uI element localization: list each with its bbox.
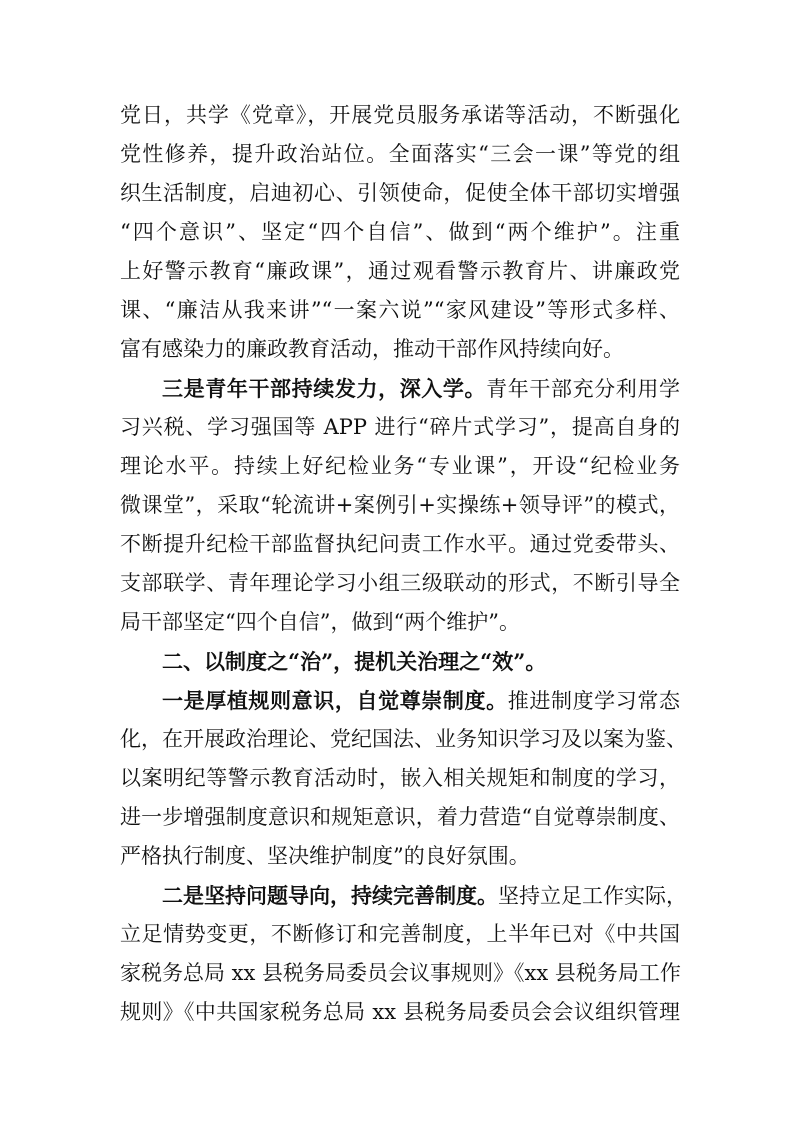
body-text: 党性修养，提升政治站位。全面落实“三会一课”等党的组	[120, 142, 680, 166]
body-text: 微课堂”，采取“轮流讲+案例引+实操练+领导评”的模式，	[120, 493, 680, 517]
body-text: 坚持立足工作实际，	[498, 884, 687, 908]
text-line	[120, 525, 680, 564]
body-text: 局干部坚定“四个自信”，做到“两个维护”。	[120, 610, 520, 634]
text-line	[120, 135, 680, 174]
bold-heading-text: 二、以制度之“治”，提机关治理之“效”。	[162, 649, 547, 674]
text-line	[120, 720, 687, 759]
body-text: 推进制度学习常态	[507, 689, 681, 713]
text-line	[120, 954, 680, 993]
body-text: 富有感染力的廉政教育活动，推动干部作风持续向好。	[120, 337, 624, 361]
text-line	[120, 291, 680, 330]
text-line	[120, 408, 680, 447]
body-text: 化，在开展政治理论、党纪国法、业务知识学习及以案为鉴、	[120, 727, 687, 751]
text-line	[120, 447, 680, 486]
text-line	[120, 759, 680, 798]
text-line	[120, 603, 680, 642]
text-line	[120, 213, 680, 252]
text-line	[120, 642, 680, 681]
body-text: 以案明纪等警示教育活动时，嵌入相关规矩和制度的学习，	[120, 766, 680, 790]
text-line	[120, 174, 680, 213]
body-text: 立足情势变更，不断修订和完善制度，上半年已对《中共国	[120, 922, 680, 946]
body-text: 支部联学、青年理论学习小组三级联动的形式，不断引导全	[120, 571, 680, 595]
body-text: 上好警示教育“廉政课”，通过观看警示教育片、讲廉政党	[120, 259, 680, 283]
text-line	[120, 915, 680, 954]
text-line	[120, 876, 687, 915]
body-text: 规则》《中共国家税务总局 xx 县税务局委员会会议组织管理	[120, 1000, 680, 1024]
body-text: 严格执行制度、坚决维护制度”的良好氛围。	[120, 844, 530, 868]
body-text: 党日，共学《党章》，开展党员服务承诺等活动，不断强化	[120, 103, 680, 127]
text-line	[120, 993, 680, 1032]
body-text: 进一步增强制度意识和规矩意识，着力营造“自觉尊崇制度、	[120, 805, 680, 829]
text-line	[120, 681, 680, 720]
text-line	[120, 252, 680, 291]
text-line	[120, 837, 680, 876]
text-line	[120, 564, 680, 603]
body-text: 青年干部充分利用学	[486, 377, 681, 401]
bold-heading-text: 三是青年干部持续发力，深入学。	[162, 376, 487, 401]
body-text: 课、“廉洁从我来讲”“一案六说”“家风建设”等形式多样、	[120, 298, 680, 322]
text-line	[120, 96, 680, 135]
text-line	[120, 369, 680, 408]
body-text: 理论水平。持续上好纪检业务“专业课”，开设“纪检业务	[120, 454, 680, 478]
bold-heading-text: 二是坚持问题导向，持续完善制度。	[162, 883, 498, 908]
text-line	[120, 798, 680, 837]
bold-heading-text: 一是厚植规则意识，自觉尊崇制度。	[162, 688, 508, 713]
body-text: 家税务总局 xx 县税务局委员会议事规则》《xx 县税务局工作	[120, 961, 681, 985]
text-line	[120, 486, 680, 525]
document-body	[120, 96, 687, 1032]
body-text: “四个意识”、坚定“四个自信”、做到“两个维护”。注重	[120, 220, 680, 244]
text-line	[120, 330, 680, 369]
body-text: 习兴税、学习强国等 APP 进行“碎片式学习”，提高自身的	[120, 415, 680, 439]
body-text: 织生活制度，启迪初心、引领使命，促使全体干部切实增强	[120, 181, 680, 205]
body-text: 不断提升纪检干部监督执纪问责工作水平。通过党委带头、	[120, 532, 680, 556]
